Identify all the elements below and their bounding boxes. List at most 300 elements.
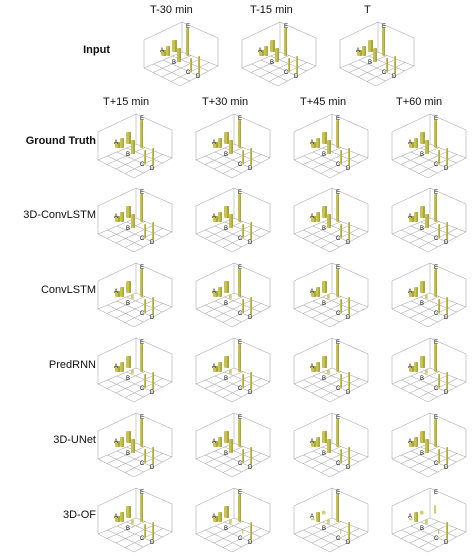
- storm-cell-shade: [371, 40, 373, 52]
- storm-label-c: C: [434, 311, 439, 317]
- storm-cell: [340, 530, 341, 534]
- storm-label-d: D: [150, 540, 155, 546]
- storm-cell-shade: [423, 356, 425, 368]
- storm-label-c: C: [186, 70, 191, 76]
- storm-label-d: D: [444, 465, 449, 471]
- storm-cell-shade: [243, 449, 244, 463]
- storm-label-d: D: [248, 240, 253, 246]
- storm-label-a: A: [408, 514, 413, 520]
- storm-cell-shade: [338, 344, 339, 372]
- storm-label-d: D: [346, 166, 351, 172]
- storm-cell-shade: [231, 439, 233, 453]
- panel-row4-col3: [378, 409, 468, 481]
- storm-cell-shade: [416, 138, 418, 148]
- storm-label-a: A: [114, 289, 119, 295]
- storm-cell-shade: [387, 58, 388, 72]
- storm-label-b: B: [224, 526, 229, 532]
- storm-cell-shade: [122, 362, 124, 372]
- storm-cell-shade: [142, 494, 143, 522]
- storm-cell-shade: [329, 439, 331, 453]
- storm-cell-shade: [375, 48, 377, 62]
- storm-cell-shade: [439, 374, 440, 388]
- storm-cell-shade: [191, 58, 192, 72]
- forecast-time-label-2: T+45 min: [300, 96, 347, 108]
- storm-cell-shade: [216, 366, 218, 372]
- storm-label-a: A: [114, 364, 119, 370]
- storm-label-b: B: [322, 226, 327, 232]
- axis-box: [294, 263, 368, 327]
- storm-cell-shade: [338, 269, 339, 297]
- storm-cell-shade: [220, 512, 222, 522]
- input-time-label-0: T-30 min: [150, 4, 193, 16]
- storm-cell-shade: [349, 447, 350, 465]
- axis-box: [196, 338, 270, 402]
- storm-label-c: C: [140, 461, 145, 467]
- storm-cell-shade: [145, 449, 146, 463]
- storm-cell-shade: [447, 222, 448, 240]
- storm-cell-shade: [439, 299, 440, 313]
- storm-cell-shade: [436, 120, 437, 148]
- storm-label-e: E: [382, 24, 387, 30]
- storm-cell-shade: [251, 447, 252, 465]
- storm-cell: [229, 295, 232, 299]
- storm-cell-shade: [416, 512, 418, 522]
- storm-cell-shade: [145, 150, 146, 164]
- axis-box: [98, 263, 172, 327]
- storm-cell-shade: [325, 206, 327, 218]
- storm-label-e: E: [140, 340, 145, 346]
- storm-cell-shade: [220, 138, 222, 148]
- storm-cell-shade: [153, 522, 154, 540]
- storm-cell-shade: [227, 281, 229, 293]
- storm-label-c: C: [140, 386, 145, 392]
- storm-label-e: E: [238, 190, 243, 196]
- storm-label-d: D: [248, 465, 253, 471]
- axis-box: [392, 263, 466, 327]
- storm-cell-shade: [240, 419, 241, 447]
- storm-cell-shade: [227, 431, 229, 443]
- storm-cell-shade: [142, 344, 143, 372]
- storm-cell-shade: [439, 224, 440, 238]
- storm-cell-shade: [349, 522, 350, 540]
- storm-cell-shade: [118, 441, 120, 447]
- storm-cell-shade: [325, 132, 327, 144]
- axis-box: [294, 338, 368, 402]
- storm-label-a: A: [310, 439, 315, 445]
- storm-label-b: B: [224, 376, 229, 382]
- storm-label-d: D: [346, 540, 351, 546]
- storm-label-c: C: [434, 162, 439, 168]
- storm-cell-shade: [220, 212, 222, 222]
- storm-label-a: A: [160, 48, 165, 54]
- storm-cell-shade: [318, 138, 320, 148]
- storm-cell-shade: [329, 140, 331, 154]
- storm-cell-shade: [240, 194, 241, 222]
- storm-cell-shade: [129, 356, 131, 368]
- storm-label-e: E: [140, 116, 145, 122]
- storm-cell: [242, 530, 243, 534]
- storm-label-a: A: [408, 214, 413, 220]
- storm-label-e: E: [434, 116, 439, 122]
- storm-cell-shade: [318, 287, 320, 297]
- storm-cell: [229, 370, 232, 374]
- storm-cell-shade: [286, 28, 287, 56]
- storm-label-b: B: [420, 301, 425, 307]
- storm-cell-shade: [314, 291, 316, 297]
- storm-label-a: A: [258, 48, 263, 54]
- storm-label-a: A: [408, 140, 413, 146]
- storm-label-a: A: [408, 439, 413, 445]
- storm-cell-shade: [297, 56, 298, 74]
- storm-cell-shade: [153, 222, 154, 240]
- storm-cell-shade: [145, 374, 146, 388]
- storm-cell-shade: [364, 46, 366, 56]
- input-panel-2: [326, 18, 416, 90]
- storm-label-e: E: [336, 340, 341, 346]
- storm-label-e: E: [186, 24, 191, 30]
- storm-cell-shade: [436, 269, 437, 297]
- storm-cell-shade: [142, 419, 143, 447]
- storm-cell-shade: [423, 431, 425, 443]
- storm-label-b: B: [224, 152, 229, 158]
- storm-label-b: B: [420, 376, 425, 382]
- storm-label-c: C: [140, 311, 145, 317]
- storm-label-e: E: [336, 116, 341, 122]
- storm-cell-shade: [349, 372, 350, 390]
- storm-label-e: E: [336, 190, 341, 196]
- storm-cell: [425, 520, 428, 524]
- storm-label-a: A: [356, 48, 361, 54]
- storm-cell-shade: [153, 148, 154, 166]
- storm-cell-shade: [338, 494, 339, 522]
- panel-row1-col2: [280, 184, 370, 256]
- storm-cell-shade: [273, 40, 275, 52]
- storm-label-e: E: [284, 24, 289, 30]
- storm-cell-shade: [341, 224, 342, 238]
- panel-row2-col0: [84, 259, 174, 331]
- storm-label-d: D: [248, 390, 253, 396]
- storm-cell: [327, 520, 330, 524]
- storm-cell-shade: [423, 281, 425, 293]
- storm-label-d: D: [346, 465, 351, 471]
- storm-cell-shade: [122, 138, 124, 148]
- storm-cell-shade: [220, 287, 222, 297]
- storm-cell-shade: [251, 148, 252, 166]
- storm-cell: [131, 370, 134, 374]
- storm-cell: [327, 295, 330, 299]
- storm-label-d: D: [346, 240, 351, 246]
- storm-label-d: D: [444, 166, 449, 172]
- storm-label-c: C: [238, 162, 243, 168]
- storm-cell-shade: [240, 120, 241, 148]
- storm-cell-shade: [227, 132, 229, 144]
- storm-label-d: D: [444, 240, 449, 246]
- panel-row5-col3: [378, 484, 468, 556]
- storm-cell-shade: [349, 222, 350, 240]
- storm-cell-shade: [216, 441, 218, 447]
- storm-label-a: A: [212, 439, 217, 445]
- storm-cell-shade: [416, 437, 418, 447]
- storm-cell-shade: [142, 120, 143, 148]
- storm-cell: [434, 505, 436, 513]
- storm-label-d: D: [150, 465, 155, 471]
- storm-label-c: C: [140, 162, 145, 168]
- storm-label-e: E: [336, 265, 341, 271]
- storm-cell-shade: [314, 216, 316, 222]
- storm-cell-shade: [251, 522, 252, 540]
- storm-cell: [327, 370, 330, 374]
- storm-cell-shade: [133, 214, 135, 228]
- storm-cell-shade: [251, 222, 252, 240]
- axis-box: [392, 338, 466, 402]
- storm-cell-shade: [289, 58, 290, 72]
- storm-cell-shade: [318, 512, 320, 522]
- storm-cell-shade: [133, 140, 135, 154]
- storm-cell-shade: [412, 216, 414, 222]
- storm-label-c: C: [238, 311, 243, 317]
- storm-cell-shade: [447, 447, 448, 465]
- storm-cell-shade: [439, 449, 440, 463]
- storm-label-b: B: [126, 376, 131, 382]
- storm-cell-shade: [395, 56, 396, 74]
- storm-label-a: A: [212, 514, 217, 520]
- storm-label-d: D: [392, 74, 397, 80]
- storm-cell-shade: [412, 142, 414, 148]
- storm-label-d: D: [346, 390, 351, 396]
- storm-label-a: A: [408, 364, 413, 370]
- axis-box: [98, 488, 172, 552]
- storm-cell-shade: [277, 48, 279, 62]
- storm-label-b: B: [126, 301, 131, 307]
- storm-label-d: D: [150, 166, 155, 172]
- storm-cell-shade: [243, 150, 244, 164]
- storm-label-e: E: [140, 490, 145, 496]
- storm-cell-shade: [231, 140, 233, 154]
- storm-cell-shade: [199, 56, 200, 74]
- storm-label-b: B: [420, 451, 425, 457]
- storm-cell-shade: [175, 40, 177, 52]
- storm-cell-shade: [341, 299, 342, 313]
- storm-cell-shade: [145, 299, 146, 313]
- storm-label-b: B: [322, 301, 327, 307]
- storm-cell-shade: [436, 419, 437, 447]
- storm-cell-shade: [240, 494, 241, 522]
- storm-label-c: C: [434, 236, 439, 242]
- storm-cell-shade: [240, 269, 241, 297]
- row-label-3d-convlstm: 3D-ConvLSTM: [23, 209, 96, 221]
- storm-label-d: D: [248, 540, 253, 546]
- panel-row3-col2: [280, 334, 370, 406]
- storm-label-c: C: [336, 162, 341, 168]
- storm-label-a: A: [114, 214, 119, 220]
- storm-label-c: C: [382, 70, 387, 76]
- storm-label-e: E: [434, 340, 439, 346]
- storm-label-d: D: [444, 540, 449, 546]
- storm-label-b: B: [126, 451, 131, 457]
- storm-cell-shade: [216, 216, 218, 222]
- storm-cell-shade: [325, 281, 327, 293]
- storm-cell-shade: [341, 449, 342, 463]
- storm-label-c: C: [238, 236, 243, 242]
- storm-label-c: C: [140, 536, 145, 542]
- forecast-time-label-0: T+15 min: [103, 96, 150, 108]
- storm-cell-shade: [133, 439, 135, 453]
- storm-cell-shade: [412, 291, 414, 297]
- storm-label-e: E: [238, 340, 243, 346]
- storm-cell-shade: [447, 372, 448, 390]
- storm-cell-shade: [318, 437, 320, 447]
- storm-label-e: E: [434, 490, 439, 496]
- storm-cell-shade: [243, 299, 244, 313]
- storm-cell-shade: [145, 524, 146, 538]
- storm-label-d: D: [346, 315, 351, 321]
- input-time-label-1: T-15 min: [250, 4, 293, 16]
- storm-cell-shade: [360, 50, 362, 56]
- axis-box: [98, 338, 172, 402]
- row-label-ground-truth: Ground Truth: [25, 135, 96, 147]
- storm-label-e: E: [140, 265, 145, 271]
- panel-row2-col1: [182, 259, 272, 331]
- storm-label-d: D: [444, 390, 449, 396]
- storm-cell-shade: [231, 214, 233, 228]
- storm-label-b: B: [420, 226, 425, 232]
- storm-cell-shade: [436, 194, 437, 222]
- storm-label-d: D: [150, 315, 155, 321]
- storm-cell-shade: [164, 50, 166, 56]
- storm-cell-shade: [129, 281, 131, 293]
- storm-cell-shade: [412, 366, 414, 372]
- panel-row3-col0: [84, 334, 174, 406]
- storm-cell: [425, 295, 428, 299]
- storm-cell-shade: [243, 374, 244, 388]
- storm-cell-shade: [262, 50, 264, 56]
- storm-label-c: C: [434, 386, 439, 392]
- storm-cell-shade: [122, 512, 124, 522]
- storm-cell-shade: [338, 194, 339, 222]
- storm-cell: [438, 530, 439, 534]
- forecast-time-label-3: T+60 min: [396, 96, 443, 108]
- storm-label-d: D: [248, 315, 253, 321]
- storm-label-c: C: [434, 461, 439, 467]
- storm-cell-shade: [427, 214, 429, 228]
- storm-label-c: C: [238, 386, 243, 392]
- panel-row5-col2: [280, 484, 370, 556]
- storm-cell-shade: [314, 441, 316, 447]
- storm-label-b: B: [126, 226, 131, 232]
- storm-cell-shade: [145, 224, 146, 238]
- storm-cell-shade: [447, 297, 448, 315]
- panel-row0-col2: [280, 110, 370, 182]
- storm-cell-shade: [188, 28, 189, 56]
- storm-label-c: C: [238, 536, 243, 542]
- storm-label-e: E: [434, 190, 439, 196]
- storm-label-b: B: [420, 526, 425, 532]
- row-label-3d-of: 3D-OF: [63, 509, 96, 521]
- storm-cell-shade: [447, 522, 448, 540]
- storm-cell-shade: [436, 344, 437, 372]
- storm-cell-shade: [142, 269, 143, 297]
- storm-label-c: C: [336, 386, 341, 392]
- storm-cell-shade: [227, 506, 229, 518]
- panel-row3-col1: [182, 334, 272, 406]
- input-row-label: Input: [83, 44, 110, 56]
- storm-cell-shade: [153, 447, 154, 465]
- storm-cell-shade: [427, 439, 429, 453]
- storm-label-a: A: [310, 140, 315, 146]
- storm-cell-shade: [341, 374, 342, 388]
- axis-box: [196, 488, 270, 552]
- row-label-convlstm: ConvLSTM: [40, 284, 96, 296]
- storm-label-c: C: [336, 311, 341, 317]
- storm-cell-shade: [220, 362, 222, 372]
- storm-label-a: A: [212, 364, 217, 370]
- storm-cell-shade: [216, 516, 218, 522]
- storm-cell-shade: [129, 506, 131, 518]
- storm-cell-shade: [153, 297, 154, 315]
- storm-label-d: D: [248, 166, 253, 172]
- storm-cell-shade: [122, 287, 124, 297]
- storm-cell-shade: [423, 132, 425, 144]
- axis-box: [196, 263, 270, 327]
- storm-label-e: E: [140, 415, 145, 421]
- storm-label-b: B: [224, 451, 229, 457]
- storm-cell-shade: [227, 206, 229, 218]
- panel-row0-col3: [378, 110, 468, 182]
- forecast-time-label-1: T+30 min: [202, 96, 249, 108]
- storm-cell-shade: [314, 366, 316, 372]
- storm-label-c: C: [336, 236, 341, 242]
- storm-cell-shade: [251, 372, 252, 390]
- storm-label-c: C: [140, 236, 145, 242]
- storm-label-e: E: [434, 415, 439, 421]
- storm-label-a: A: [212, 140, 217, 146]
- panel-row1-col3: [378, 184, 468, 256]
- storm-cell-shade: [325, 356, 327, 368]
- row-label-predrnn: PredRNN: [48, 359, 96, 371]
- input-panel-1: [228, 18, 318, 90]
- storm-label-d: D: [294, 74, 299, 80]
- panel-row0-col0: [84, 110, 174, 182]
- storm-cell-shade: [129, 431, 131, 443]
- storm-cell: [131, 520, 134, 524]
- storm-cell: [420, 511, 424, 515]
- storm-label-a: A: [114, 140, 119, 146]
- axis-box: [392, 488, 466, 552]
- storm-cell-shade: [338, 120, 339, 148]
- storm-cell-shade: [118, 142, 120, 148]
- storm-cell-shade: [153, 372, 154, 390]
- storm-label-b: B: [224, 301, 229, 307]
- storm-label-d: D: [444, 315, 449, 321]
- storm-label-b: B: [322, 451, 327, 457]
- panel-row2-col3: [378, 259, 468, 331]
- panel-row3-col3: [378, 334, 468, 406]
- storm-label-d: D: [150, 240, 155, 246]
- storm-label-b: B: [172, 60, 177, 66]
- panel-row5-col0: [84, 484, 174, 556]
- storm-label-e: E: [238, 490, 243, 496]
- panel-row1-col0: [84, 184, 174, 256]
- storm-cell: [322, 511, 326, 515]
- storm-cell-shade: [142, 194, 143, 222]
- input-panel-0: [130, 18, 220, 90]
- storm-cell-shade: [129, 206, 131, 218]
- storm-cell-shade: [349, 297, 350, 315]
- storm-label-b: B: [126, 526, 131, 532]
- storm-cell-shade: [227, 356, 229, 368]
- storm-label-a: A: [114, 514, 119, 520]
- storm-cell-shade: [349, 148, 350, 166]
